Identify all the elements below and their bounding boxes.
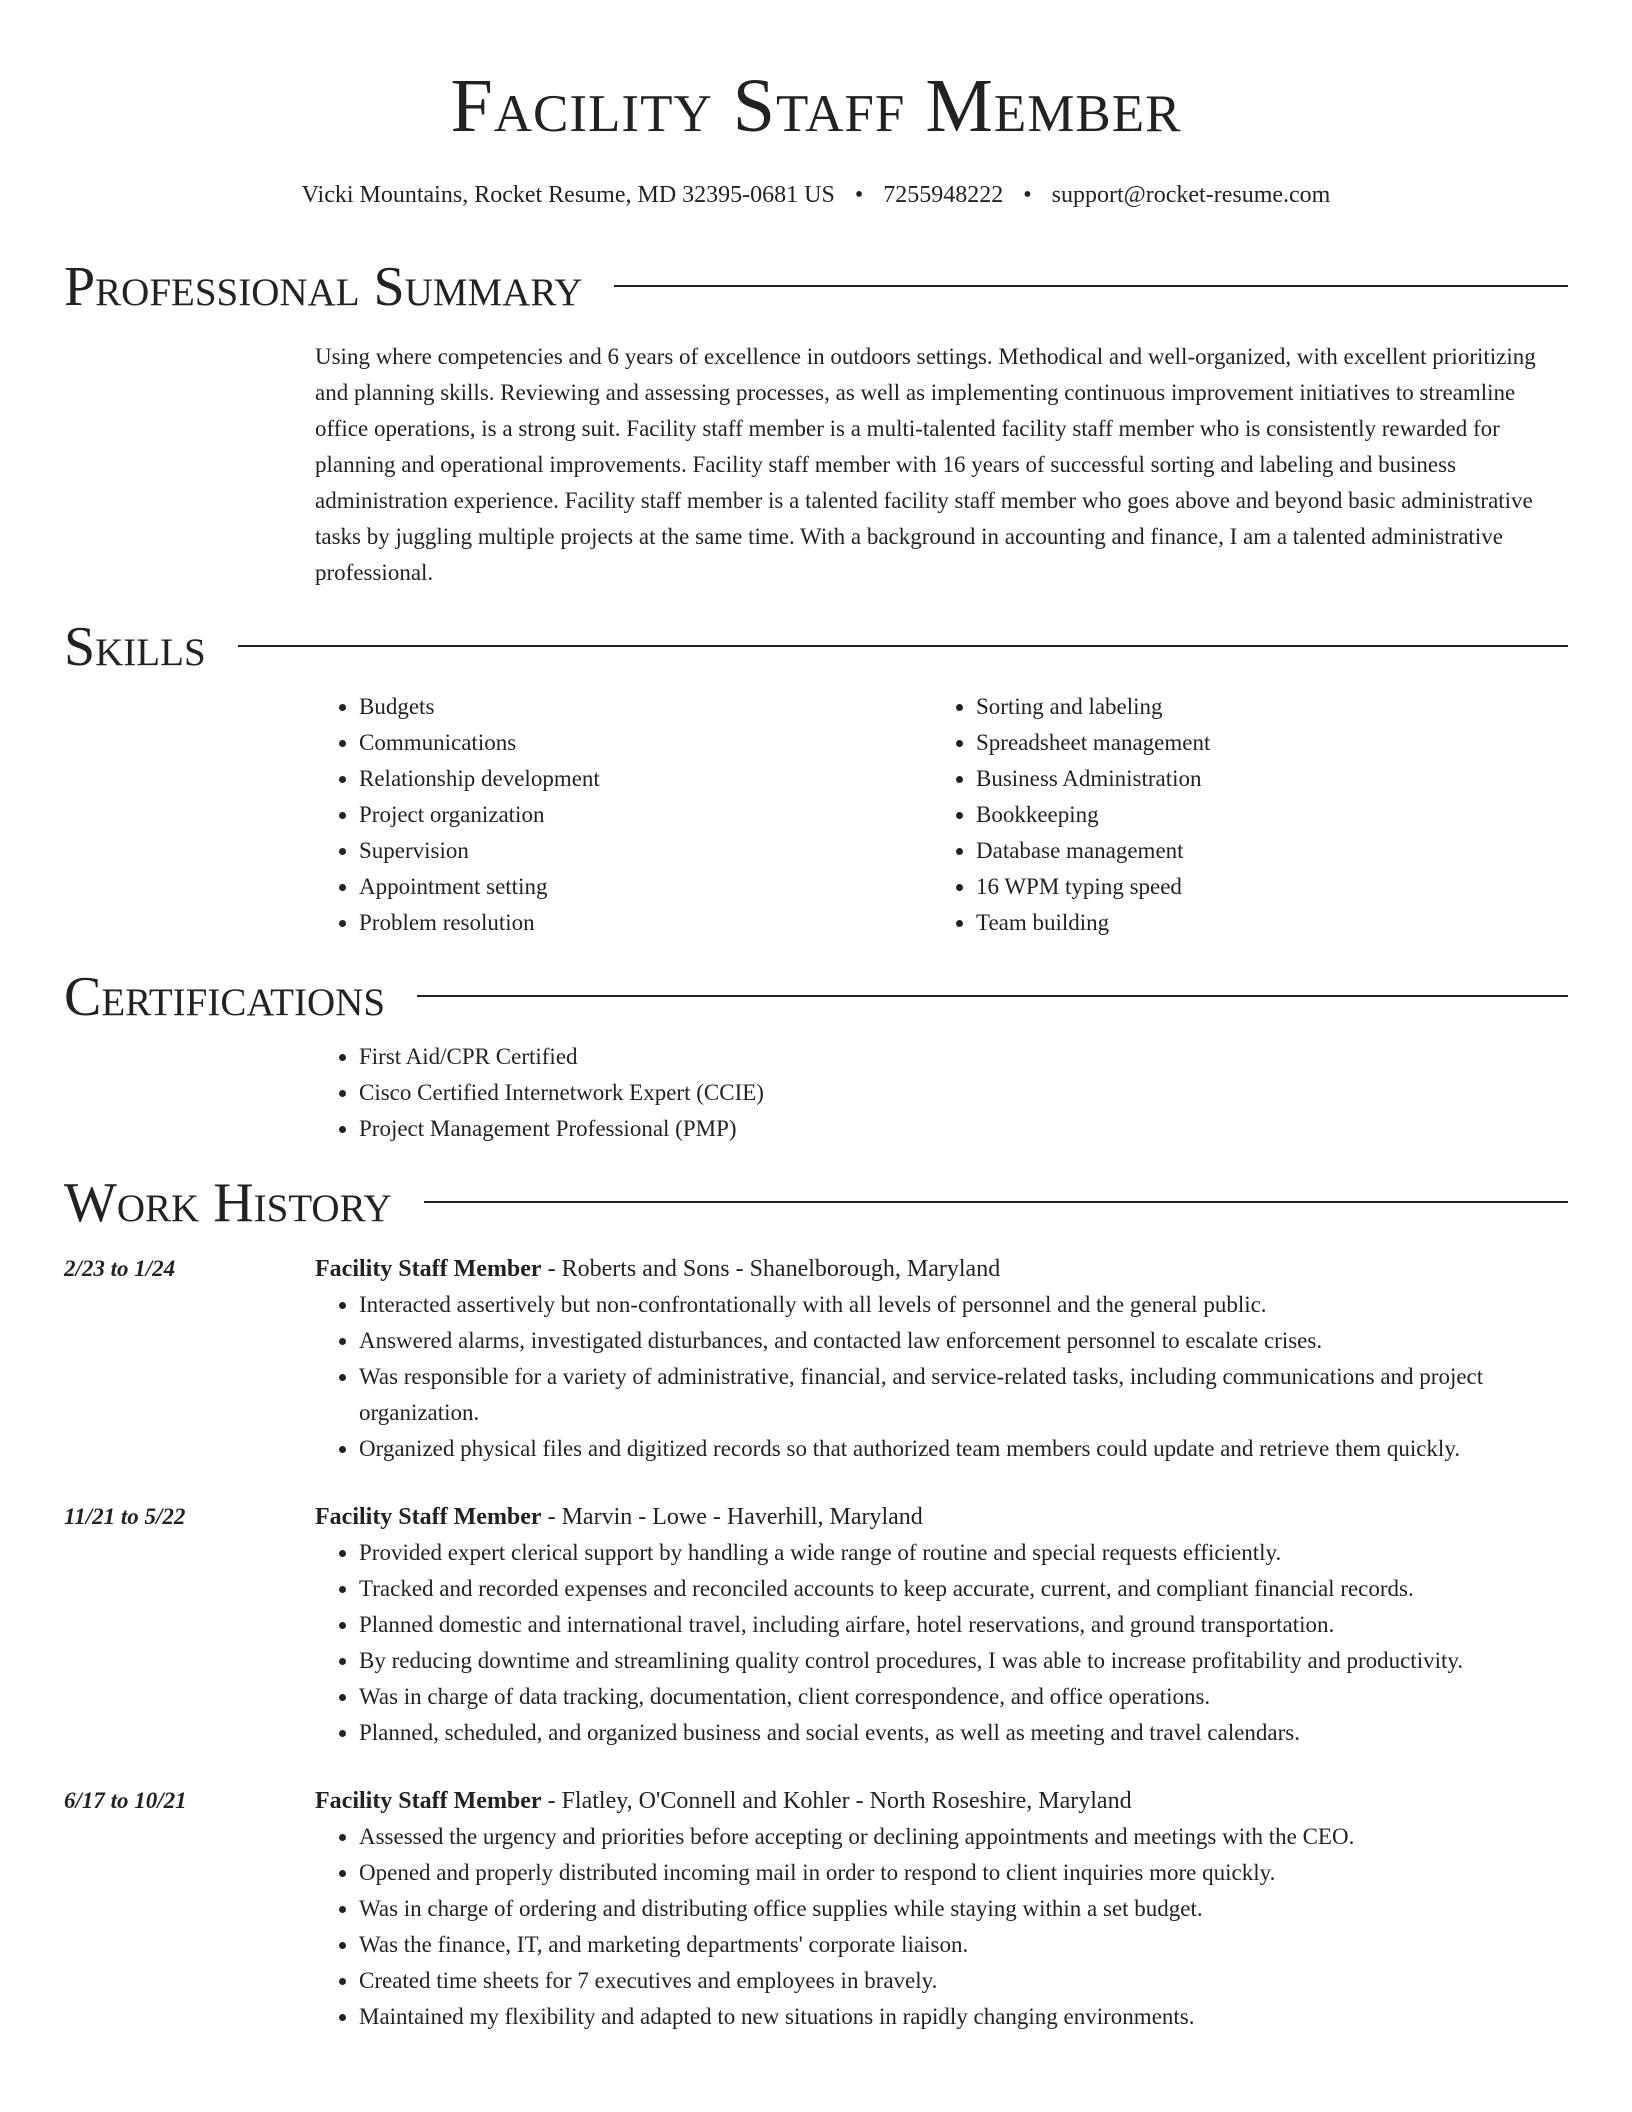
job-bullet: • Organized physical files and digitized records so that authorized team members could update and retrieve them quickly. bbox=[359, 1431, 1568, 1467]
skills-list-left bbox=[315, 689, 932, 941]
skills-section-header bbox=[64, 616, 1568, 678]
certifications-list bbox=[315, 1039, 1568, 1147]
work-history-heading: Work History bbox=[64, 1172, 392, 1234]
job-bullet: • Was responsible for a variety of administrative, financial, and service-related tasks, including communications and project organization. bbox=[359, 1359, 1568, 1431]
job-bullet: • Answered alarms, investigated disturbances, and contacted law enforcement personnel to escalate crises. bbox=[359, 1323, 1568, 1359]
candidate-name: Facility Staff Member bbox=[450, 64, 1182, 148]
skill-item: • Team building bbox=[976, 905, 1549, 941]
job-bullet: • Created time sheets for 7 executives and employees in bravely. bbox=[359, 1963, 1568, 1999]
job-bullet: • Planned domestic and international travel, including airfare, hotel reservations, and ground transportation. bbox=[359, 1607, 1568, 1643]
job-title: Facility Staff Member bbox=[315, 1504, 542, 1530]
summary-text: Using where competencies and 6 years of excellence in outdoors settings. Methodical and well-organized, with excellent prioritizing and planning skills. Reviewing and assessing processes, as well as implementing continuous improvement initiatives to streamline office operations, is a strong suit. Facility staff member is a multi-talented facility staff member who is consistently rewarded for planning and operational improvements. Facility staff member with 16 years of successful sorting and labeling and business administration experience. Facility staff member is a talented facility staff member who goes above and beyond basic administrative tasks by juggling multiple projects at the same time. With a background in accounting and finance, I am a talented administrative professional. bbox=[315, 344, 1536, 585]
contact-separator: • bbox=[854, 182, 864, 208]
skills-column-right bbox=[932, 689, 1549, 941]
job-bullet: • Planned, scheduled, and organized business and social events, as well as meeting and travel calendars. bbox=[359, 1715, 1568, 1751]
job-bullet: • Was in charge of ordering and distributing office supplies while staying within a set budget. bbox=[359, 1891, 1568, 1927]
contact-phone: 7255948222 bbox=[883, 182, 1004, 208]
skills-grid bbox=[315, 689, 1568, 941]
job-dates: 2/23 to 1/24 bbox=[64, 1256, 176, 1281]
job-title: Facility Staff Member bbox=[315, 1788, 542, 1814]
certification-item: • Cisco Certified Internetwork Expert (CCIE) bbox=[359, 1075, 1568, 1111]
job-bullets bbox=[315, 1819, 1568, 2035]
job-bullets bbox=[315, 1535, 1568, 1751]
section-divider bbox=[238, 645, 1568, 647]
section-divider bbox=[424, 1201, 1568, 1203]
certification-item: • First Aid/CPR Certified bbox=[359, 1039, 1568, 1075]
skill-item: • Project organization bbox=[359, 797, 932, 833]
contact-address: Vicki Mountains, Rocket Resume, MD 32395-0681 US bbox=[301, 182, 835, 208]
skill-item: • Bookkeeping bbox=[976, 797, 1549, 833]
contact-email: support@rocket-resume.com bbox=[1051, 182, 1331, 208]
summary-heading: Professional Summary bbox=[64, 256, 583, 318]
work-history-section-header bbox=[64, 1172, 1568, 1234]
certification-item: • Project Management Professional (PMP) bbox=[359, 1111, 1568, 1147]
section-divider bbox=[614, 285, 1568, 287]
job-bullet: • Assessed the urgency and priorities before accepting or declining appointments and meetings with the CEO. bbox=[359, 1819, 1568, 1855]
job-main bbox=[315, 1251, 1568, 1467]
job-dates: 6/17 to 10/21 bbox=[64, 1788, 187, 1813]
job-bullet: • Tracked and recorded expenses and reconciled accounts to keep accurate, current, and compliant financial records. bbox=[359, 1571, 1568, 1607]
skill-item: • Communications bbox=[359, 725, 932, 761]
job-bullet: • Interacted assertively but non-confrontationally with all levels of personnel and the general public. bbox=[359, 1287, 1568, 1323]
summary-section-header bbox=[64, 256, 1568, 318]
skills-column-left bbox=[315, 689, 932, 941]
job-title-line bbox=[315, 1251, 1568, 1287]
job-title: Facility Staff Member bbox=[315, 1256, 542, 1282]
job-employer: - Roberts and Sons - Shanelborough, Maryland bbox=[541, 1256, 1001, 1282]
skill-item: • Spreadsheet management bbox=[976, 725, 1549, 761]
skill-item: • Budgets bbox=[359, 689, 932, 725]
job-bullet: • Provided expert clerical support by handling a wide range of routine and special requests efficiently. bbox=[359, 1535, 1568, 1571]
job-entry bbox=[64, 1783, 1568, 2035]
job-title-line bbox=[315, 1499, 1568, 1535]
skill-item: • Sorting and labeling bbox=[976, 689, 1549, 725]
job-employer: - Flatley, O'Connell and Kohler - North Roseshire, Maryland bbox=[541, 1788, 1132, 1814]
certifications-section-header bbox=[64, 966, 1568, 1028]
certifications-heading: Certifications bbox=[64, 966, 386, 1028]
job-bullet: • Was in charge of data tracking, documentation, client correspondence, and office operations. bbox=[359, 1679, 1568, 1715]
job-main bbox=[315, 1783, 1568, 2035]
job-bullet: • Maintained my flexibility and adapted to new situations in rapidly changing environments. bbox=[359, 1999, 1568, 2035]
job-dates: 11/21 to 5/22 bbox=[64, 1504, 186, 1529]
job-bullet: • Was the finance, IT, and marketing departments' corporate liaison. bbox=[359, 1927, 1568, 1963]
job-employer: - Marvin - Lowe - Haverhill, Maryland bbox=[541, 1504, 923, 1530]
skill-item: • Appointment setting bbox=[359, 869, 932, 905]
skill-item: • 16 WPM typing speed bbox=[976, 869, 1549, 905]
contact-separator: • bbox=[1023, 182, 1032, 208]
certifications-body bbox=[315, 1039, 1568, 1147]
skill-item: • Database management bbox=[976, 833, 1549, 869]
job-bullet: • By reducing downtime and streamlining quality control procedures, I was able to increase profitability and productivity. bbox=[359, 1643, 1568, 1679]
section-divider bbox=[417, 995, 1568, 997]
job-main bbox=[315, 1499, 1568, 1751]
skill-item: • Supervision bbox=[359, 833, 932, 869]
skill-item: • Business Administration bbox=[976, 761, 1549, 797]
skill-item: • Relationship development bbox=[359, 761, 932, 797]
job-entry bbox=[64, 1499, 1568, 1751]
job-bullet: • Opened and properly distributed incoming mail in order to respond to client inquiries more quickly. bbox=[359, 1855, 1568, 1891]
skills-list-right bbox=[932, 689, 1549, 941]
job-bullets bbox=[315, 1287, 1568, 1467]
contact-line bbox=[64, 182, 1568, 209]
skill-item: • Problem resolution bbox=[359, 905, 932, 941]
job-title-line bbox=[315, 1783, 1568, 1819]
skills-heading: Skills bbox=[64, 616, 206, 678]
job-entry bbox=[64, 1251, 1568, 1467]
